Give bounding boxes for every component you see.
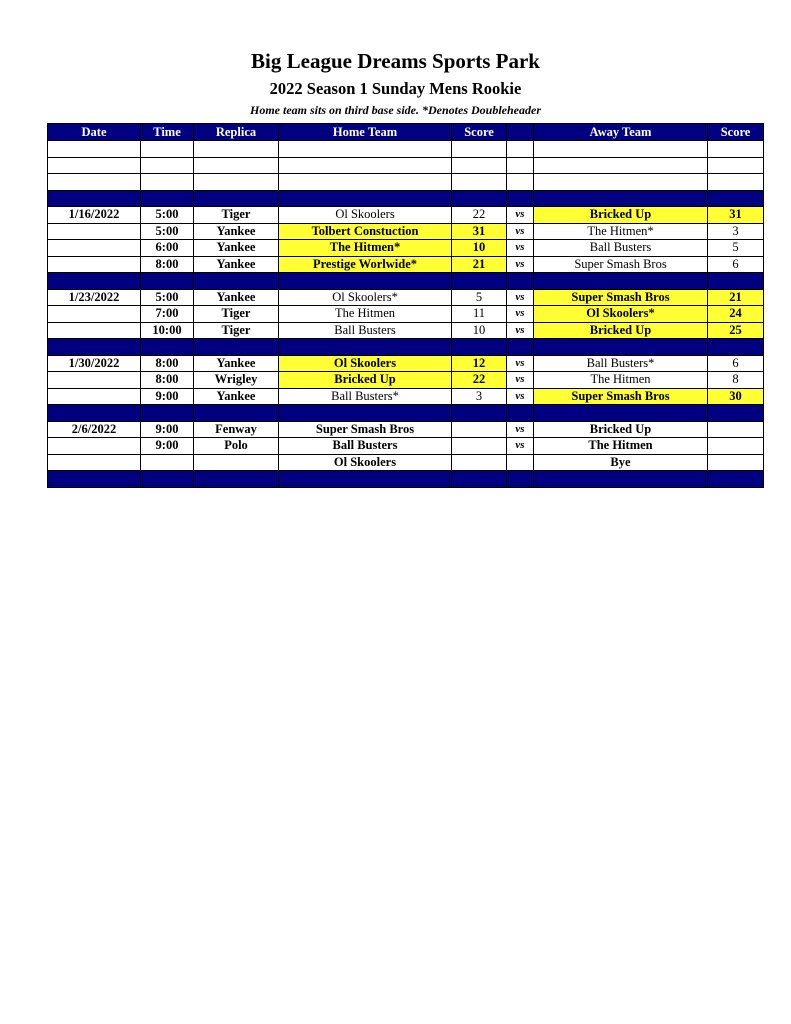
separator-cell: [48, 471, 141, 488]
time-cell: [141, 454, 194, 471]
date-cell: 2/6/2022: [48, 421, 141, 438]
date-cell: [48, 306, 141, 323]
game-row: [48, 289, 764, 306]
separator-cell: [507, 471, 534, 488]
blank-cell: [452, 141, 507, 158]
date-cell: [48, 240, 141, 257]
separator-cell: [534, 273, 708, 290]
blank-cell: [279, 174, 452, 191]
separator-cell: [279, 190, 452, 207]
time-cell: 5:00: [141, 207, 194, 224]
date-cell: 1/30/2022: [48, 355, 141, 372]
date-cell: [48, 223, 141, 240]
game-row: [48, 388, 764, 405]
replica-cell: Yankee: [194, 289, 279, 306]
separator-cell: [708, 339, 764, 356]
date-cell: [48, 372, 141, 389]
blank-cell: [279, 141, 452, 158]
separator-cell: [452, 273, 507, 290]
vs-cell: vs: [507, 355, 534, 372]
separator-cell: [48, 339, 141, 356]
schedule-note: Home team sits on third base side. *Denotes Doubleheader: [250, 103, 541, 117]
separator-cell: [507, 273, 534, 290]
separator-cell: [141, 339, 194, 356]
col-header-home-team: Home Team: [279, 124, 452, 141]
away-team-cell: Bricked Up: [534, 421, 708, 438]
time-cell: 9:00: [141, 438, 194, 455]
week-separator-row: [48, 339, 764, 356]
col-header-vs: [507, 124, 534, 141]
away-score-cell: 21: [708, 289, 764, 306]
home-score-cell: 10: [452, 240, 507, 257]
game-row: [48, 372, 764, 389]
home-team-cell: Bricked Up: [279, 372, 452, 389]
separator-cell: [507, 405, 534, 422]
blank-cell: [534, 141, 708, 158]
away-team-cell: Super Smash Bros: [534, 256, 708, 273]
game-row: [48, 322, 764, 339]
separator-cell: [534, 339, 708, 356]
blank-cell: [48, 174, 141, 191]
vs-cell: vs: [507, 322, 534, 339]
separator-cell: [279, 339, 452, 356]
separator-cell: [534, 190, 708, 207]
replica-cell: Polo: [194, 438, 279, 455]
time-cell: 8:00: [141, 256, 194, 273]
date-cell: [48, 322, 141, 339]
col-header-away-score: Score: [708, 124, 764, 141]
away-team-cell: Bricked Up: [534, 322, 708, 339]
separator-cell: [194, 471, 279, 488]
home-team-cell: Ol Skoolers: [279, 355, 452, 372]
blank-cell: [141, 157, 194, 174]
separator-cell: [279, 471, 452, 488]
away-team-cell: The Hitmen*: [534, 223, 708, 240]
blank-cell: [279, 157, 452, 174]
vs-cell: vs: [507, 372, 534, 389]
blank-cell: [507, 141, 534, 158]
time-cell: 7:00: [141, 306, 194, 323]
vs-cell: vs: [507, 223, 534, 240]
separator-cell: [708, 405, 764, 422]
vs-cell: vs: [507, 256, 534, 273]
away-score-cell: 5: [708, 240, 764, 257]
blank-cell: [507, 157, 534, 174]
away-team-cell: Super Smash Bros: [534, 289, 708, 306]
blank-cell: [141, 174, 194, 191]
game-row: [48, 207, 764, 224]
blank-cell: [194, 141, 279, 158]
vs-cell: vs: [507, 438, 534, 455]
vs-cell: [507, 454, 534, 471]
time-cell: 8:00: [141, 355, 194, 372]
away-score-cell: 8: [708, 372, 764, 389]
home-team-cell: Ball Busters: [279, 438, 452, 455]
col-header-time: Time: [141, 124, 194, 141]
blank-row: [48, 174, 764, 191]
schedule-table: [47, 123, 764, 488]
home-team-cell: Ball Busters*: [279, 388, 452, 405]
away-team-cell: The Hitmen: [534, 438, 708, 455]
game-row: [48, 240, 764, 257]
vs-cell: vs: [507, 388, 534, 405]
time-cell: 5:00: [141, 289, 194, 306]
home-score-cell: 21: [452, 256, 507, 273]
replica-cell: Yankee: [194, 223, 279, 240]
col-header-replica: Replica: [194, 124, 279, 141]
separator-cell: [141, 471, 194, 488]
home-score-cell: 12: [452, 355, 507, 372]
separator-cell: [452, 190, 507, 207]
time-cell: 9:00: [141, 388, 194, 405]
home-score-cell: 10: [452, 322, 507, 339]
date-cell: [48, 256, 141, 273]
week-separator-row: [48, 273, 764, 290]
replica-cell: Yankee: [194, 256, 279, 273]
game-row: [48, 438, 764, 455]
replica-cell: Tiger: [194, 322, 279, 339]
game-row: [48, 256, 764, 273]
away-score-cell: [708, 454, 764, 471]
blank-cell: [507, 174, 534, 191]
away-team-cell: Ball Busters: [534, 240, 708, 257]
replica-cell: Wrigley: [194, 372, 279, 389]
vs-cell: vs: [507, 306, 534, 323]
separator-cell: [507, 339, 534, 356]
separator-cell: [452, 471, 507, 488]
away-team-cell: Bricked Up: [534, 207, 708, 224]
away-score-cell: 30: [708, 388, 764, 405]
home-score-cell: 5: [452, 289, 507, 306]
page-subtitle: 2022 Season 1 Sunday Mens Rookie: [269, 79, 522, 98]
separator-cell: [48, 190, 141, 207]
away-score-cell: [708, 438, 764, 455]
away-score-cell: 31: [708, 207, 764, 224]
blank-cell: [48, 141, 141, 158]
separator-cell: [279, 405, 452, 422]
separator-cell: [279, 273, 452, 290]
schedule-body: [48, 141, 764, 488]
page-title: Big League Dreams Sports Park: [251, 49, 540, 73]
table-header-row: [48, 124, 764, 141]
separator-cell: [507, 190, 534, 207]
home-score-cell: 11: [452, 306, 507, 323]
blank-cell: [534, 174, 708, 191]
separator-cell: [452, 339, 507, 356]
vs-cell: vs: [507, 207, 534, 224]
date-cell: [48, 438, 141, 455]
separator-cell: [48, 405, 141, 422]
home-score-cell: [452, 421, 507, 438]
blank-cell: [452, 157, 507, 174]
replica-cell: Tiger: [194, 306, 279, 323]
separator-cell: [48, 273, 141, 290]
separator-cell: [708, 273, 764, 290]
home-team-cell: Super Smash Bros: [279, 421, 452, 438]
vs-cell: vs: [507, 289, 534, 306]
date-cell: 1/23/2022: [48, 289, 141, 306]
vs-cell: vs: [507, 240, 534, 257]
separator-cell: [194, 190, 279, 207]
away-score-cell: 6: [708, 256, 764, 273]
time-cell: 6:00: [141, 240, 194, 257]
blank-cell: [534, 157, 708, 174]
away-score-cell: 3: [708, 223, 764, 240]
home-score-cell: 22: [452, 372, 507, 389]
game-row: [48, 355, 764, 372]
col-header-away-team: Away Team: [534, 124, 708, 141]
replica-cell: Fenway: [194, 421, 279, 438]
date-cell: [48, 454, 141, 471]
replica-cell: Yankee: [194, 388, 279, 405]
separator-cell: [534, 405, 708, 422]
replica-cell: Yankee: [194, 240, 279, 257]
away-team-cell: Ol Skoolers*: [534, 306, 708, 323]
game-row: [48, 223, 764, 240]
home-team-cell: Prestige Worlwide*: [279, 256, 452, 273]
separator-cell: [194, 339, 279, 356]
blank-cell: [452, 174, 507, 191]
home-score-cell: [452, 454, 507, 471]
away-score-cell: 6: [708, 355, 764, 372]
game-row: [48, 454, 764, 471]
separator-cell: [452, 405, 507, 422]
col-header-date: Date: [48, 124, 141, 141]
time-cell: 10:00: [141, 322, 194, 339]
away-team-cell: Ball Busters*: [534, 355, 708, 372]
vs-cell: vs: [507, 421, 534, 438]
blank-cell: [141, 141, 194, 158]
blank-cell: [708, 174, 764, 191]
replica-cell: Yankee: [194, 355, 279, 372]
away-score-cell: 24: [708, 306, 764, 323]
replica-cell: [194, 454, 279, 471]
away-score-cell: [708, 421, 764, 438]
game-row: [48, 421, 764, 438]
separator-cell: [141, 273, 194, 290]
separator-cell: [708, 471, 764, 488]
separator-cell: [708, 190, 764, 207]
home-score-cell: 31: [452, 223, 507, 240]
home-score-cell: 3: [452, 388, 507, 405]
blank-cell: [194, 174, 279, 191]
home-score-cell: 22: [452, 207, 507, 224]
home-team-cell: The Hitmen*: [279, 240, 452, 257]
home-team-cell: Tolbert Constuction: [279, 223, 452, 240]
home-score-cell: [452, 438, 507, 455]
replica-cell: Tiger: [194, 207, 279, 224]
separator-cell: [141, 405, 194, 422]
away-team-cell: Bye: [534, 454, 708, 471]
home-team-cell: Ball Busters: [279, 322, 452, 339]
separator-cell: [141, 190, 194, 207]
blank-row: [48, 141, 764, 158]
blank-cell: [708, 141, 764, 158]
away-team-cell: The Hitmen: [534, 372, 708, 389]
blank-cell: [48, 157, 141, 174]
away-team-cell: Super Smash Bros: [534, 388, 708, 405]
home-team-cell: Ol Skoolers*: [279, 289, 452, 306]
home-team-cell: Ol Skoolers: [279, 454, 452, 471]
blank-row: [48, 157, 764, 174]
date-cell: [48, 388, 141, 405]
time-cell: 5:00: [141, 223, 194, 240]
separator-cell: [194, 405, 279, 422]
away-score-cell: 25: [708, 322, 764, 339]
week-separator-row: [48, 405, 764, 422]
time-cell: 8:00: [141, 372, 194, 389]
separator-cell: [534, 471, 708, 488]
home-team-cell: Ol Skoolers: [279, 207, 452, 224]
home-team-cell: The Hitmen: [279, 306, 452, 323]
blank-cell: [708, 157, 764, 174]
time-cell: 9:00: [141, 421, 194, 438]
col-header-home-score: Score: [452, 124, 507, 141]
game-row: [48, 306, 764, 323]
date-cell: 1/16/2022: [48, 207, 141, 224]
week-separator-row: [48, 471, 764, 488]
blank-cell: [194, 157, 279, 174]
week-separator-row: [48, 190, 764, 207]
separator-cell: [194, 273, 279, 290]
